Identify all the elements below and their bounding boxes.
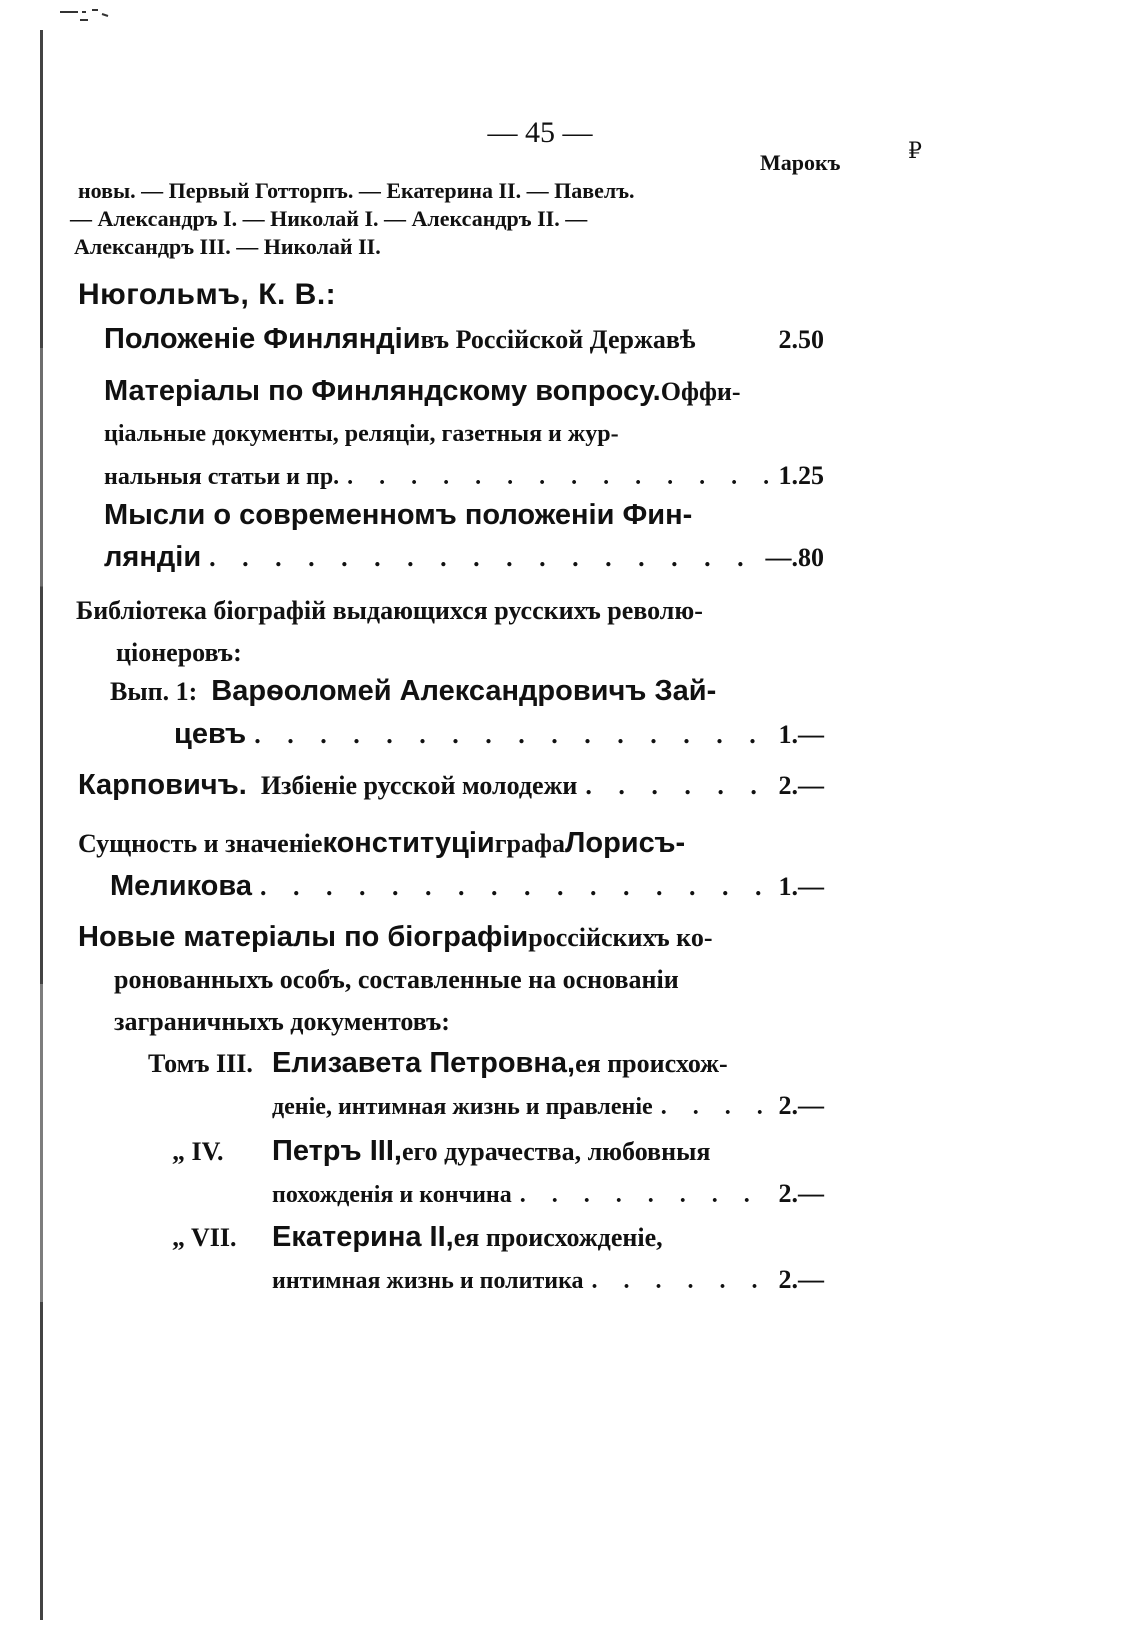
entry-text: графа — [494, 829, 565, 858]
entry-line-2: ціальные документы, реляціи, газетныя и жур- — [104, 421, 619, 447]
page-number: — 45 — — [487, 116, 593, 149]
entry-text: россійскихъ ко- — [528, 923, 713, 952]
entry-text: Сущность и значеніе — [78, 829, 323, 858]
entry-price: 2.— — [778, 1265, 824, 1294]
entry-line-3: нальныя статьи и пр. — [104, 464, 340, 490]
volume-line-2: интимная жизнь и политика — [272, 1268, 584, 1294]
leader-dots — [520, 1174, 771, 1216]
entry-price: 1.— — [778, 720, 824, 749]
entry-title: Положеніе Финляндіи — [104, 323, 421, 355]
scan-edge — [40, 30, 43, 1620]
entry-title: Новые матеріалы по біографіи — [78, 921, 529, 953]
volume-3 — [148, 1042, 824, 1128]
issue-label: Вып. 1: — [110, 677, 198, 706]
entry-line-2: ронованныхъ особъ, составленные на основаніи — [114, 965, 679, 994]
price-column-header: Марокъ — [760, 150, 841, 175]
issue-title: Варѳоломей Александровичъ Зай- — [211, 675, 717, 707]
entry-subtitle: въ Россійской Державѣ — [420, 325, 696, 354]
intro-line-3: Александръ III. — Николай II. — [74, 234, 381, 259]
volume-label: „ VII. — [172, 1223, 237, 1252]
scan-corner-mark — [58, 6, 118, 28]
library-line-1: Библіотека біографій выдающихся русскихъ револю- — [76, 596, 703, 625]
entry-subtitle: Оффи- — [660, 377, 741, 406]
leader-dots — [592, 1260, 771, 1302]
volume-title: Петръ III, — [272, 1135, 402, 1167]
entry-price: 2.— — [778, 1091, 824, 1120]
issue-title-2: цевъ — [174, 718, 247, 750]
library-line-2: ціонеровъ: — [116, 638, 242, 667]
entry-line-3: заграничныхъ документовъ: — [114, 1007, 450, 1036]
leader-dots — [209, 537, 757, 579]
entry-title: Матеріалы по Финляндскому вопросу. — [104, 375, 661, 407]
entry-title: Мысли о современномъ положеніи Фин- — [104, 499, 693, 531]
entry-constitution — [78, 822, 824, 908]
author-heading: Нюгольмъ, К. В.: — [78, 278, 337, 311]
volume-line-2: деніе, интимная жизнь и правленіе — [272, 1094, 653, 1120]
volume-text: ея происхож- — [575, 1049, 728, 1078]
entry-price: 1.25 — [778, 461, 824, 490]
entry-library — [76, 590, 824, 674]
entry-title: Лорисъ- — [565, 827, 686, 859]
leader-dots — [260, 866, 771, 908]
intro-line-1: новы. — Первый Готторпъ. — Екатерина II. — Павелъ. — [78, 178, 635, 203]
entry-price: —.80 — [765, 543, 824, 572]
leader-dots — [661, 1086, 771, 1128]
entry-title: конституціи — [322, 827, 495, 859]
entry-line-2: ляндіи — [104, 541, 202, 573]
volume-text: ея происхожденіе, — [453, 1223, 663, 1252]
leader-dots — [347, 456, 770, 498]
intro-line-2: — Александръ I. — Николай I. — Александръ II. — — [70, 206, 588, 231]
entry-price: 2.— — [778, 1179, 824, 1208]
entry-author: Карповичъ. — [78, 769, 247, 801]
entry-materialy — [104, 370, 824, 498]
leader-dots — [254, 714, 770, 756]
volume-title: Елизавета Петровна, — [272, 1047, 576, 1079]
entry-price: 2.— — [778, 771, 824, 800]
volume-title: Екатерина II, — [272, 1221, 454, 1253]
entry-line-2: Меликова — [110, 870, 252, 902]
volume-line-2: похожденія и кончина — [272, 1182, 512, 1208]
volume-7 — [172, 1216, 824, 1302]
volume-label: „ IV. — [172, 1137, 224, 1166]
volume-4 — [172, 1130, 824, 1216]
volume-label: Томъ III. — [148, 1049, 253, 1078]
entry-price: 2.50 — [778, 325, 824, 354]
entry-title: Избіеніе русской молодежи — [260, 771, 578, 800]
entry-price: 1.— — [778, 872, 824, 901]
leader-dots — [585, 765, 770, 807]
entry-library-issue — [110, 670, 824, 756]
volume-text: его дурачества, любовныя — [401, 1137, 711, 1166]
entry-karpovich — [78, 764, 824, 807]
margin-mark: ₽ — [908, 138, 922, 163]
entry-mysli — [104, 494, 824, 579]
entry-polozhenie — [104, 318, 824, 361]
entry-new-materials — [78, 916, 824, 1043]
